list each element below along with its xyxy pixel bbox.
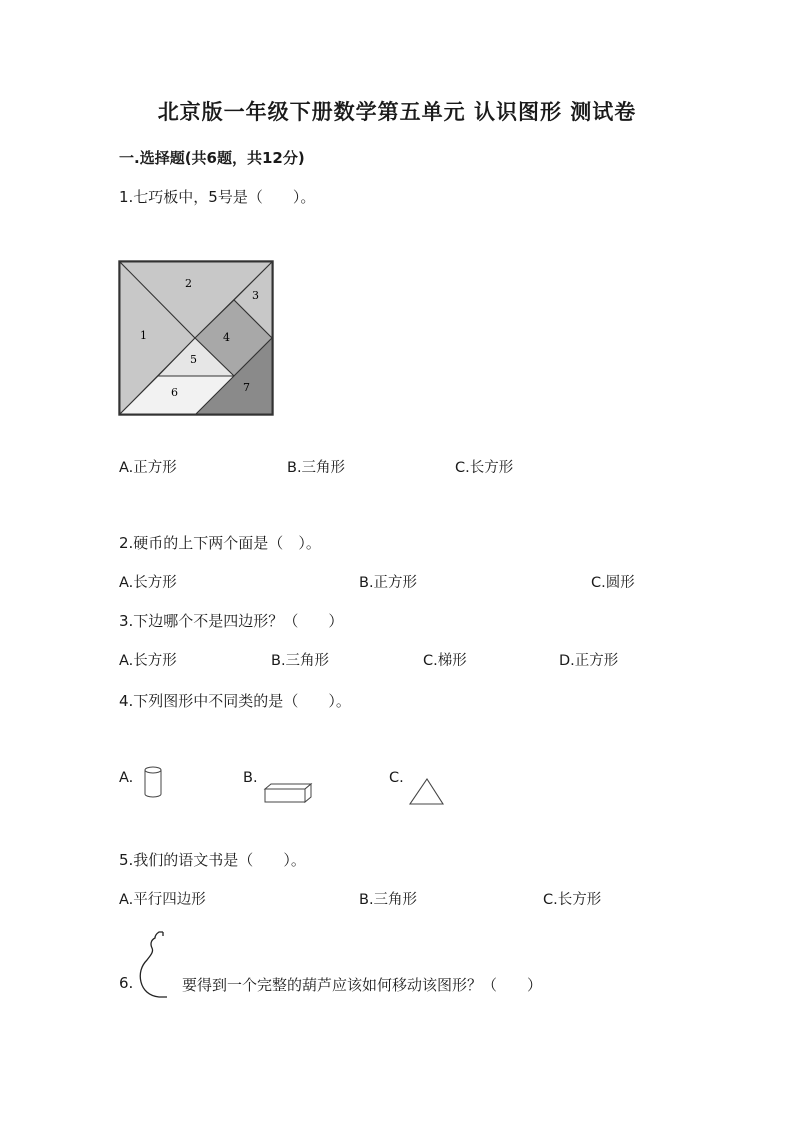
question-4-option-a[interactable]: A. bbox=[119, 770, 134, 786]
cuboid-shape bbox=[263, 782, 313, 804]
tangram-label-7: 7 bbox=[243, 381, 250, 394]
question-3-option-b[interactable]: B.三角形 bbox=[271, 653, 330, 669]
tangram-label-4: 4 bbox=[223, 331, 230, 344]
question-2-stem: 2.硬币的上下两个面是（ ）。 bbox=[119, 534, 321, 552]
question-2-option-b[interactable]: B.正方形 bbox=[359, 575, 418, 591]
tangram-figure bbox=[118, 260, 274, 416]
tangram-label-6: 6 bbox=[171, 386, 178, 399]
question-1-option-b[interactable]: B.三角形 bbox=[287, 460, 346, 476]
question-5-option-c[interactable]: C.长方形 bbox=[543, 892, 602, 908]
question-3-stem: 3.下边哪个不是四边形？（ ） bbox=[119, 612, 344, 630]
question-3-option-d[interactable]: D.正方形 bbox=[559, 653, 619, 669]
question-6-stem: 要得到一个完整的葫芦应该如何移动该图形？（ ） bbox=[182, 976, 543, 994]
question-2-option-c[interactable]: C.圆形 bbox=[591, 575, 635, 591]
question-6-number: 6. bbox=[119, 974, 134, 992]
question-1-option-a[interactable]: A.正方形 bbox=[119, 460, 177, 476]
tangram-label-1: 1 bbox=[140, 329, 147, 342]
question-2-option-a[interactable]: A.长方形 bbox=[119, 575, 177, 591]
page-title: 北京版一年级下册数学第五单元 认识图形 测试卷 bbox=[157, 100, 637, 124]
section-heading: 一.选择题(共6题，共12分) bbox=[119, 149, 305, 167]
tangram-label-2: 2 bbox=[185, 277, 192, 290]
tangram-label-3: 3 bbox=[252, 289, 259, 302]
question-1-option-c[interactable]: C.长方形 bbox=[455, 460, 514, 476]
half-gourd-shape bbox=[137, 930, 173, 1002]
tangram-label-5: 5 bbox=[190, 353, 197, 366]
question-3-option-a[interactable]: A.长方形 bbox=[119, 653, 177, 669]
question-4-stem: 4.下列图形中不同类的是（ ）。 bbox=[119, 692, 351, 710]
question-4-option-c[interactable]: C. bbox=[389, 770, 404, 786]
cylinder-shape bbox=[141, 764, 165, 800]
question-1-stem: 1.七巧板中，5号是（ ）。 bbox=[119, 188, 316, 206]
question-4-option-b[interactable]: B. bbox=[243, 770, 258, 786]
question-5-stem: 5.我们的语文书是（ ）。 bbox=[119, 851, 306, 869]
question-5-option-a[interactable]: A.平行四边形 bbox=[119, 892, 206, 908]
question-3-option-c[interactable]: C.梯形 bbox=[423, 653, 467, 669]
triangle-shape bbox=[408, 777, 446, 807]
question-5-option-b[interactable]: B.三角形 bbox=[359, 892, 418, 908]
